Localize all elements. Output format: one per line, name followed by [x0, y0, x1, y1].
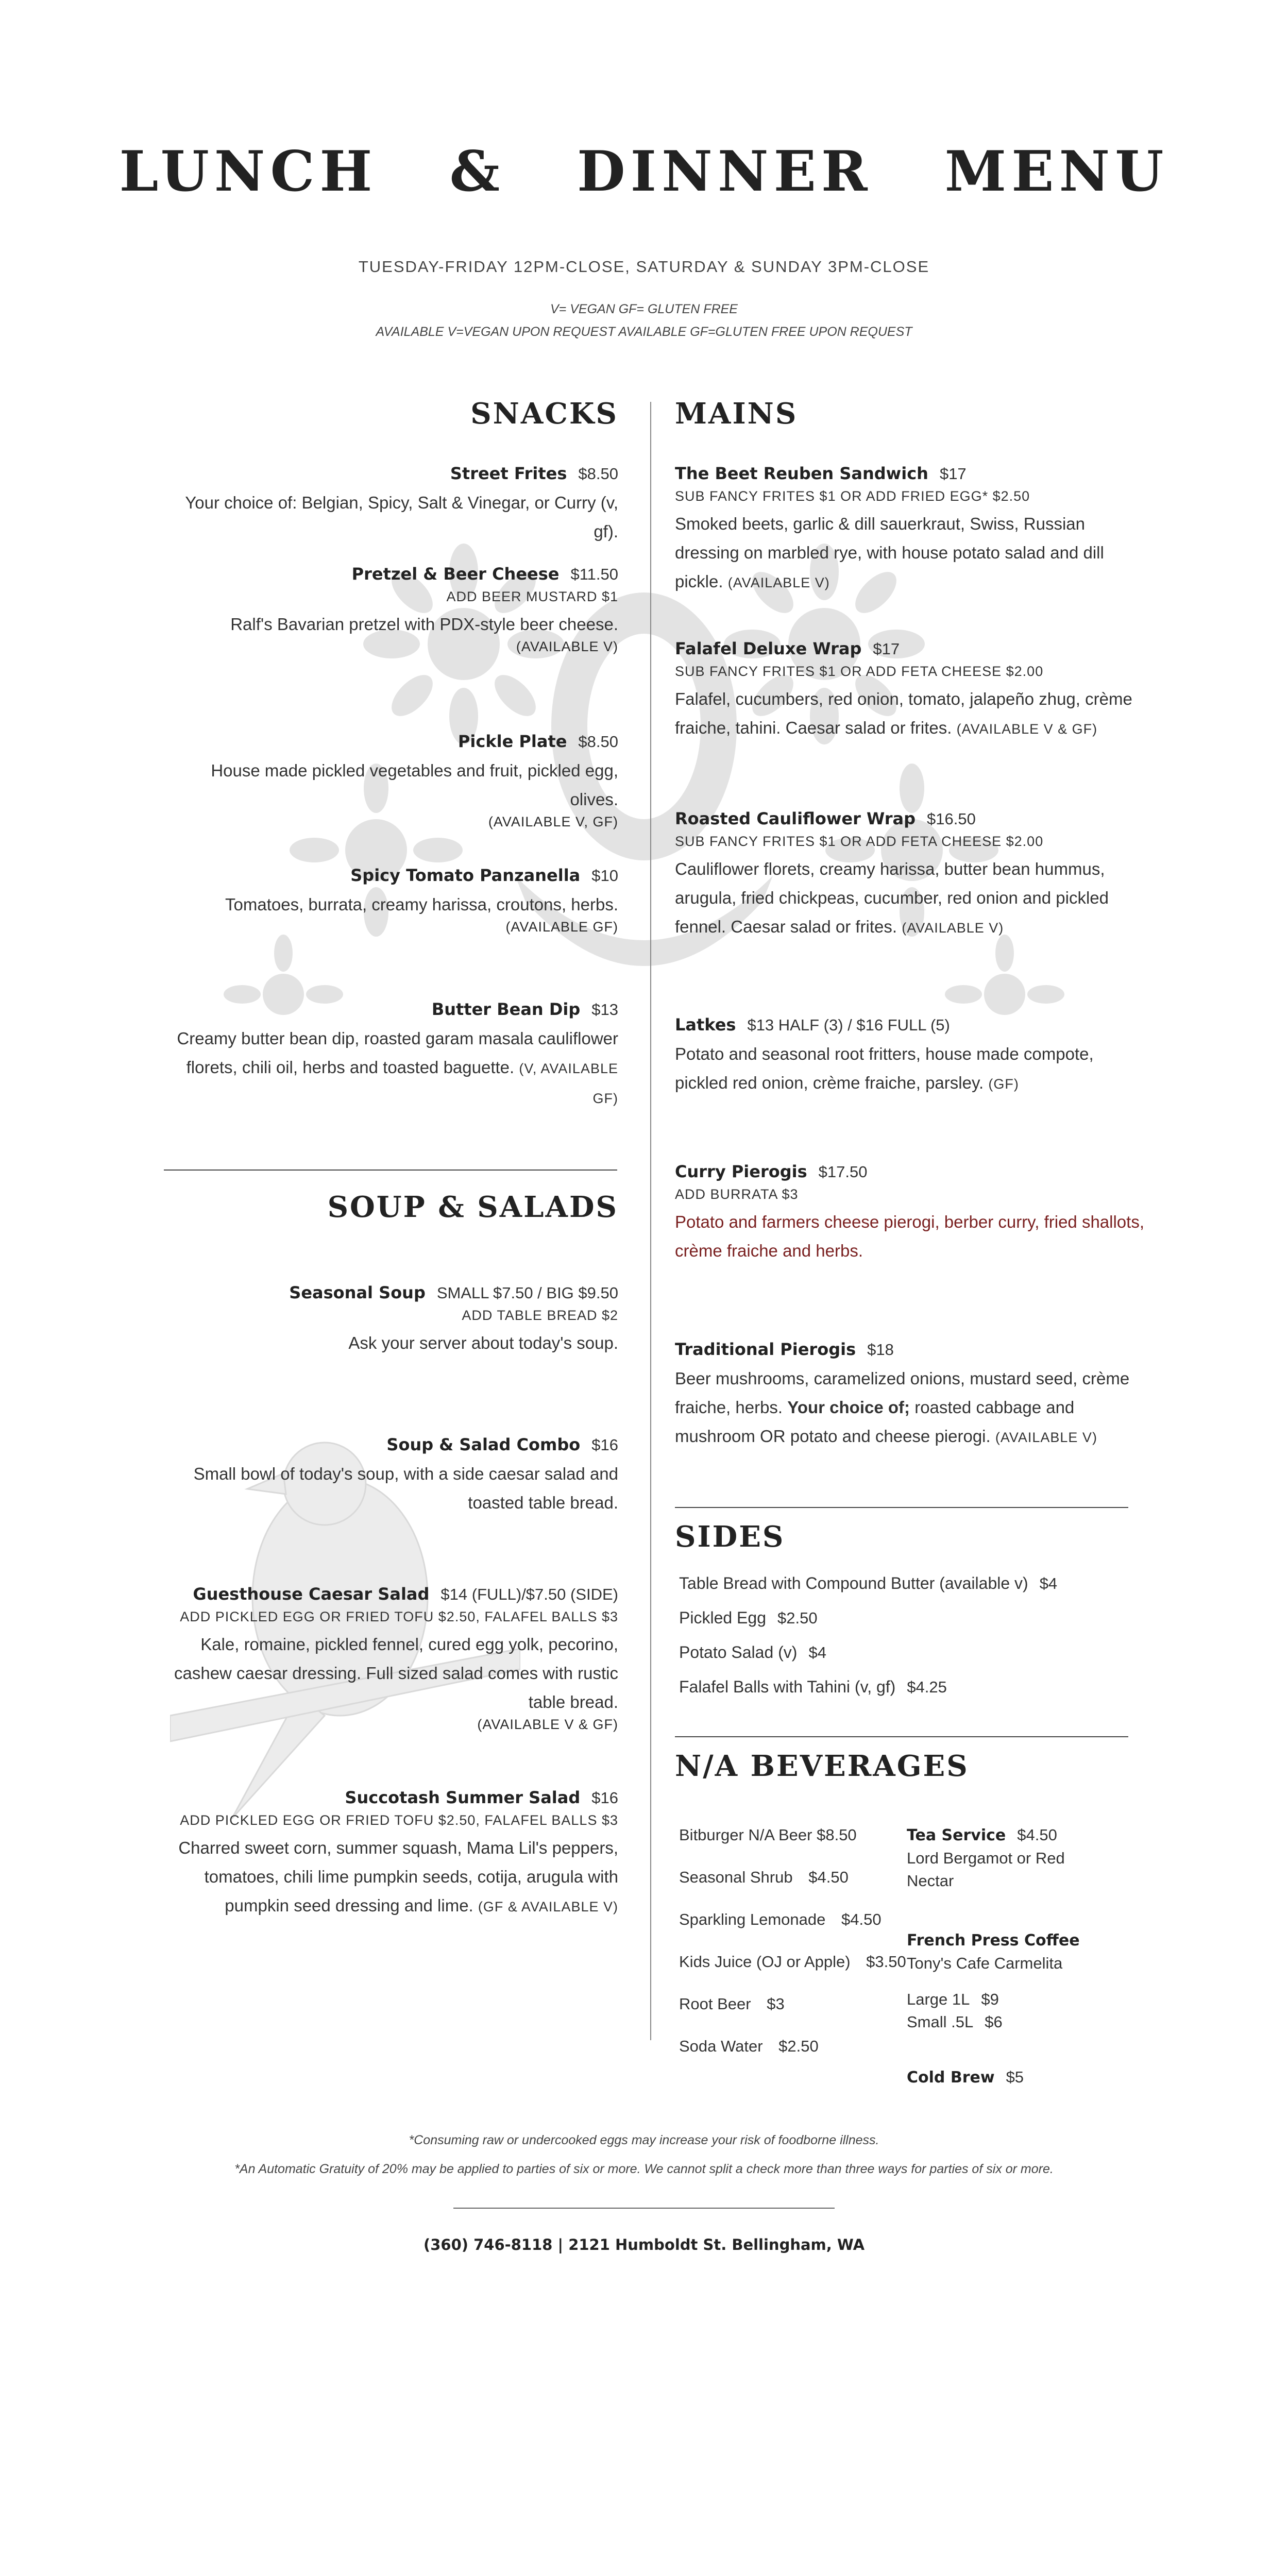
item-description	[165, 1834, 618, 1921]
item-addon: ADD TABLE BREAD $2	[462, 1308, 618, 1323]
dietary-tag: (AVAILABLE V)	[995, 1430, 1097, 1445]
item-description: Ask your server about today's soup.	[348, 1333, 618, 1352]
dietary-tag: (AVAILABLE V & GF)	[477, 1717, 618, 1732]
item-price: $18	[867, 1341, 894, 1359]
beverage-item-cold-brew	[907, 2066, 1024, 2089]
item-name: Seasonal Shrub	[679, 1868, 793, 1886]
section-heading-snacks: SNACKS	[470, 397, 618, 431]
item-price: $17	[873, 640, 900, 658]
item-price: $4	[1039, 1574, 1058, 1592]
menu-item	[165, 732, 618, 830]
description-text: Smoked beets, garlic & dill sauerkraut, Swiss, Russian dressing on marbled rye, with house potato salad and dill pickle.	[675, 514, 1104, 591]
item-addon: ADD PICKLED EGG OR FRIED TOFU $2.50, FALAFEL BALLS $3	[180, 1609, 618, 1624]
item-price: $16	[591, 1436, 618, 1454]
item-name: Tea Service	[907, 1826, 1006, 1844]
item-price: $4.50	[841, 1910, 882, 1928]
side-item	[679, 1677, 947, 1697]
description-text: Cauliflower florets, creamy harissa, butter bean hummus, arugula, fried chickpeas, cucumber, red onion and pickled fennel. Caesar salad or frites.	[675, 859, 1109, 936]
item-addon: ADD BEER MUSTARD $1	[446, 589, 618, 604]
menu-item	[675, 1015, 1149, 1098]
contact-info: (360) 746-8118 | 2121 Humboldt St. Bellingham, WA	[423, 2236, 865, 2253]
item-name: Cold Brew	[907, 2069, 995, 2087]
dietary-tag: (V, AVAILABLE GF)	[519, 1061, 618, 1106]
legend-line: V= VEGAN GF= GLUTEN FREE	[550, 302, 738, 316]
item-name: Guesthouse Caesar Salad	[193, 1584, 430, 1604]
item-name: Kids Juice (OJ or Apple)	[679, 1953, 851, 1971]
item-description: Ralf's Bavarian pretzel with PDX-style beer cheese.	[230, 615, 618, 634]
beverage-item	[679, 2035, 819, 2058]
item-name: The Beet Reuben Sandwich	[675, 464, 928, 483]
dietary-tag: (GF)	[988, 1076, 1019, 1092]
item-addon: SUB FANCY FRITES $1 OR ADD FRIED EGG* $2.50	[675, 488, 1030, 504]
beverage-item	[679, 1951, 906, 1973]
item-price: $16	[591, 1789, 618, 1807]
description-text: Creamy butter bean dip, roasted garam masala cauliflower florets, chili oil, herbs and toasted baguette.	[177, 1029, 618, 1077]
soup-salads-section	[165, 1190, 618, 1224]
description-text: Potato and seasonal root fritters, house made compote, pickled red onion, crème fraiche, parsley.	[675, 1044, 1094, 1092]
side-item	[679, 1608, 818, 1628]
item-name: Pickled Egg	[679, 1608, 766, 1627]
item-price: $16.50	[927, 810, 976, 828]
section-divider	[164, 1170, 617, 1171]
item-price: $8.50	[578, 465, 618, 483]
beverage-item-tea	[907, 1824, 1103, 1892]
section-heading-beverages: N/A BEVERAGES	[675, 1749, 969, 1783]
menu-item	[165, 1584, 618, 1733]
item-name: Falafel Balls with Tahini (v, gf)	[679, 1677, 896, 1696]
item-description	[675, 855, 1149, 942]
item-price: $13	[591, 1001, 618, 1019]
item-name: Seasonal Soup	[289, 1283, 426, 1302]
dietary-tag: (GF & AVAILABLE V)	[478, 1899, 618, 1914]
menu-item	[675, 464, 1149, 597]
menu-item	[165, 564, 618, 655]
item-description: Small bowl of today's soup, with a side caesar salad and toasted table bread.	[193, 1464, 618, 1512]
size-option: Small .5L	[907, 2013, 974, 2031]
item-price: SMALL $7.50 / BIG $9.50	[436, 1284, 618, 1302]
item-name: Soda Water	[679, 2037, 763, 2055]
item-price: $8.50	[817, 1826, 857, 1844]
title-word: MENU	[944, 139, 1169, 204]
item-name: Latkes	[675, 1015, 736, 1035]
item-description: Potato and farmers cheese pierogi, berber curry, fried shallots, crème fraiche and herbs.	[675, 1212, 1144, 1260]
beverage-item	[679, 1908, 882, 1931]
description-text: Falafel, cucumbers, red onion, tomato, jalapeño zhug, crème fraiche, tahini. Caesar salad or frites.	[675, 689, 1132, 737]
item-price: $13 HALF (3) / $16 FULL (5)	[747, 1016, 950, 1034]
menu-item	[165, 999, 618, 1113]
item-addon: SUB FANCY FRITES $1 OR ADD FETA CHEESE $2.00	[675, 664, 1044, 679]
item-name: Soup & Salad Combo	[386, 1435, 581, 1454]
item-price: $14 (FULL)/$7.50 (SIDE)	[440, 1585, 618, 1603]
menu-item	[675, 809, 1149, 942]
description-text: Charred sweet corn, summer squash, Mama Lil's peppers, tomatoes, chili lime pumpkin seeds, cotija, arugula with pumpkin seed dressing and lime.	[178, 1838, 618, 1915]
menu-item	[675, 1340, 1149, 1452]
item-name: French Press Coffee	[907, 1931, 1080, 1950]
footnote-eggs: *Consuming raw or undercooked eggs may increase your risk of foodborne illness.	[409, 2133, 879, 2147]
item-name: Spicy Tomato Panzanella	[350, 866, 581, 885]
item-description	[675, 1040, 1149, 1098]
title-word: DINNER	[577, 139, 873, 204]
item-name: Falafel Deluxe Wrap	[675, 639, 862, 658]
item-price: $9	[981, 1990, 999, 2008]
item-name: Curry Pierogis	[675, 1162, 807, 1181]
item-addon: ADD BURRATA $3	[675, 1187, 799, 1202]
item-name: Traditional Pierogis	[675, 1340, 856, 1359]
dietary-tag: (AVAILABLE V)	[727, 575, 830, 590]
item-description: Your choice of: Belgian, Spicy, Salt & Vinegar, or Curry (v, gf).	[185, 493, 618, 541]
sides-section	[675, 1520, 1149, 1554]
beverages-section	[675, 1749, 1149, 1783]
item-price: $3.50	[866, 1953, 906, 1971]
item-name: Sparkling Lemonade	[679, 1910, 826, 1928]
item-name: Root Beer	[679, 1995, 751, 2013]
item-name: Street Frites	[450, 464, 567, 483]
size-option: Large 1L	[907, 1990, 970, 2008]
item-name: Potato Salad (v)	[679, 1643, 798, 1662]
menu-item	[165, 1435, 618, 1517]
item-description	[675, 1364, 1149, 1452]
description-text: Beer mushrooms, caramelized onions, mustard seed, crème fraiche, herbs.	[675, 1369, 1130, 1417]
menu-item	[675, 1162, 1149, 1265]
item-price: $4	[808, 1643, 826, 1662]
item-price: $6	[985, 2013, 1003, 2031]
item-addon: SUB FANCY FRITES $1 OR ADD FETA CHEESE $2.00	[675, 834, 1044, 849]
title-word: &	[449, 139, 505, 204]
item-price: $4.50	[1017, 1826, 1057, 1844]
item-name: Succotash Summer Salad	[345, 1788, 581, 1807]
opening-hours: TUESDAY-FRIDAY 12PM-CLOSE, SATURDAY & SUNDAY 3PM-CLOSE	[358, 258, 930, 276]
item-description	[165, 1024, 618, 1113]
dietary-tag: (AVAILABLE V)	[516, 639, 618, 654]
item-price: $2.50	[778, 2037, 819, 2055]
item-description: House made pickled vegetables and fruit, pickled egg, olives.	[211, 761, 618, 809]
item-price: $2.50	[777, 1609, 818, 1627]
menu-item	[165, 866, 618, 935]
title-word: LUNCH	[119, 139, 378, 204]
item-name: Bitburger N/A Beer	[679, 1826, 812, 1844]
item-name: Roasted Cauliflower Wrap	[675, 809, 916, 828]
menu-item	[675, 639, 1149, 743]
dietary-tag: (AVAILABLE V & GF)	[956, 721, 1098, 737]
item-description: Tony's Cafe Carmelita	[907, 1954, 1063, 1972]
item-price: $4.25	[907, 1678, 947, 1696]
beverage-item	[679, 1824, 857, 1846]
dietary-tag: (AVAILABLE GF)	[505, 919, 618, 935]
item-price: $17	[939, 465, 967, 483]
section-heading-mains: MAINS	[675, 397, 798, 431]
snacks-section	[165, 397, 618, 431]
section-divider	[675, 1736, 1128, 1737]
footer-divider	[453, 2208, 835, 2209]
menu-item	[165, 1788, 618, 1921]
description-text: roasted cabbage and mushroom OR potato and cheese pierogi.	[675, 1398, 1075, 1446]
menu-item	[165, 1283, 618, 1358]
item-price: $10	[591, 867, 618, 885]
item-description: Kale, romaine, pickled fennel, cured egg yolk, pecorino, cashew caesar dressing. Full sized salad comes with rustic table bread.	[174, 1635, 618, 1711]
item-price: $17.50	[818, 1163, 868, 1181]
item-name: Butter Bean Dip	[431, 999, 581, 1019]
footnote-gratuity: *An Automatic Gratuity of 20% may be applied to parties of six or more. We cannot split a check more than three ways for parties of six or more.	[234, 2162, 1054, 2176]
dietary-tag: (AVAILABLE V)	[902, 920, 1004, 936]
beverage-item	[679, 1993, 785, 2015]
side-item	[679, 1574, 1057, 1593]
item-price: $8.50	[578, 733, 618, 751]
item-name: Pickle Plate	[457, 732, 567, 751]
item-name: Table Bread with Compound Butter (available v)	[679, 1574, 1028, 1592]
beverage-item	[679, 1866, 849, 1889]
menu-title	[0, 139, 1288, 204]
dietary-tag: (AVAILABLE V, GF)	[488, 814, 618, 829]
side-item	[679, 1643, 826, 1662]
item-price: $3	[767, 1995, 785, 2013]
section-divider	[675, 1507, 1128, 1508]
item-addon: ADD PICKLED EGG OR FRIED TOFU $2.50, FALAFEL BALLS $3	[180, 1812, 618, 1828]
item-description	[675, 510, 1149, 597]
item-price: $4.50	[808, 1868, 849, 1886]
item-name: Pretzel & Beer Cheese	[351, 564, 560, 584]
dietary-legend	[0, 298, 1288, 343]
beverage-item-coffee	[907, 1929, 1103, 2033]
legend-line: AVAILABLE V=VEGAN UPON REQUEST AVAILABLE GF=GLUTEN FREE UPON REQUEST	[376, 325, 912, 339]
item-description: Tomatoes, burrata, creamy harissa, croutons, herbs.	[225, 895, 618, 914]
section-heading-soup-salads: SOUP & SALADS	[327, 1190, 618, 1224]
column-divider	[650, 402, 651, 2040]
item-description	[675, 685, 1149, 743]
description-emphasis: Your choice of;	[787, 1398, 910, 1417]
item-price: $11.50	[570, 565, 618, 583]
item-description: Lord Bergamot or Red Nectar	[907, 1849, 1065, 1890]
menu-item	[165, 464, 618, 546]
item-price: $5	[1006, 2068, 1024, 2086]
section-heading-sides: SIDES	[675, 1520, 785, 1554]
mains-section	[675, 397, 1149, 431]
